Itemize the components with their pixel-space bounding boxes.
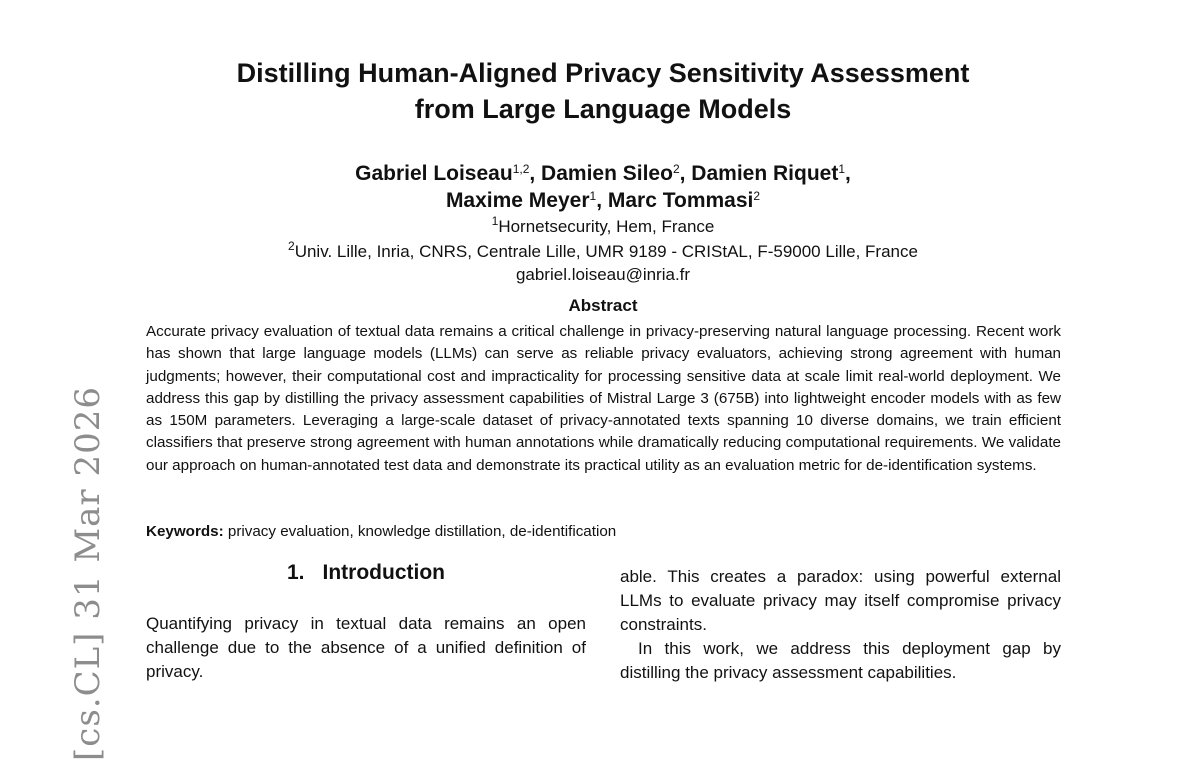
keywords-text: privacy evaluation, knowledge distillation, de-identification xyxy=(227,523,617,540)
keywords-label: Keywords: xyxy=(146,523,224,540)
arxiv-identifier: [cs.CL] 31 Mar 2026 xyxy=(68,386,108,761)
affiliation-2 xyxy=(150,240,1056,264)
author-name: Damien Sileo xyxy=(541,162,673,185)
author-separator: , xyxy=(679,162,692,185)
author-name: Gabriel Loiseau xyxy=(355,162,513,185)
author-separator: , xyxy=(529,162,542,185)
paper-title xyxy=(150,55,1056,127)
affiliation-mark: 1 xyxy=(491,214,499,228)
affiliation-text: Hornetsecurity, Hem, France xyxy=(498,217,715,236)
arxiv-sidebar-stamp xyxy=(10,378,108,761)
affiliation-1 xyxy=(150,215,1056,239)
section-number: 1. xyxy=(287,561,305,584)
affiliation-text: Univ. Lille, Inria, CNRS, Centrale Lille, UMR 9189 - CRIStAL, F-59000 Lille, France xyxy=(294,242,918,261)
keywords xyxy=(146,521,1061,543)
intro-right-paragraph-2: In this work, we address this deployment gap by distilling the privacy assessment capabilities. xyxy=(620,639,1061,682)
section-heading-introduction xyxy=(146,561,586,585)
author-name: Maxime Meyer xyxy=(445,189,590,212)
author-affiliation-mark: 2 xyxy=(672,162,680,176)
intro-left-column: Quantifying privacy in textual data remains an open challenge due to the absence of a unified definition of privacy. xyxy=(146,614,586,681)
author-name: Damien Riquet xyxy=(691,162,839,185)
abstract-body: Accurate privacy evaluation of textual data remains a critical challenge in privacy-preserving natural language processing. Recent work has shown that large language models (LLMs) can serve as reliable privacy evaluators, achieving strong agreement with human judgments; however, their computational cost and impracticality for processing sensitive data at scale limit real-world deployment. We address this gap by distilling the privacy assessment capabilities of Mistral Large 3 (675B) into lightweight encoder models with as few as 150M parameters. Leveraging a large-scale dataset of privacy-annotated texts spanning 10 diverse domains, we train efficient classifiers that preserve strong agreement with human annotations while dramatically reducing computational requirements. We validate our approach on human-annotated test data and demonstrate its practical utility as an evaluation metric for de-identification systems. xyxy=(146,323,1061,474)
author-affiliation-mark: 1,2 xyxy=(512,162,530,176)
author-affiliation-mark: 1 xyxy=(838,162,846,176)
affiliation-mark: 2 xyxy=(288,239,295,253)
intro-right-column xyxy=(620,565,1061,685)
abstract-heading: Abstract xyxy=(568,296,638,315)
paper-title-line-2: from Large Language Models xyxy=(414,94,792,124)
author-list xyxy=(150,160,1056,214)
author-affiliation-mark: 1 xyxy=(589,189,597,203)
contact-email: gabriel.loiseau@inria.fr xyxy=(515,265,691,284)
author-name: Marc Tommasi xyxy=(607,189,754,212)
author-separator: , xyxy=(596,189,608,212)
author-affiliation-mark: 2 xyxy=(753,189,761,203)
author-separator: , xyxy=(845,162,851,185)
intro-right-paragraph-1: able. This creates a paradox: using powerful external LLMs to evaluate privacy may itself compromise privacy constraints. xyxy=(620,567,1061,634)
section-title: Introduction xyxy=(322,561,445,584)
paper-title-line-1: Distilling Human-Aligned Privacy Sensitivity Assessment xyxy=(236,58,970,88)
